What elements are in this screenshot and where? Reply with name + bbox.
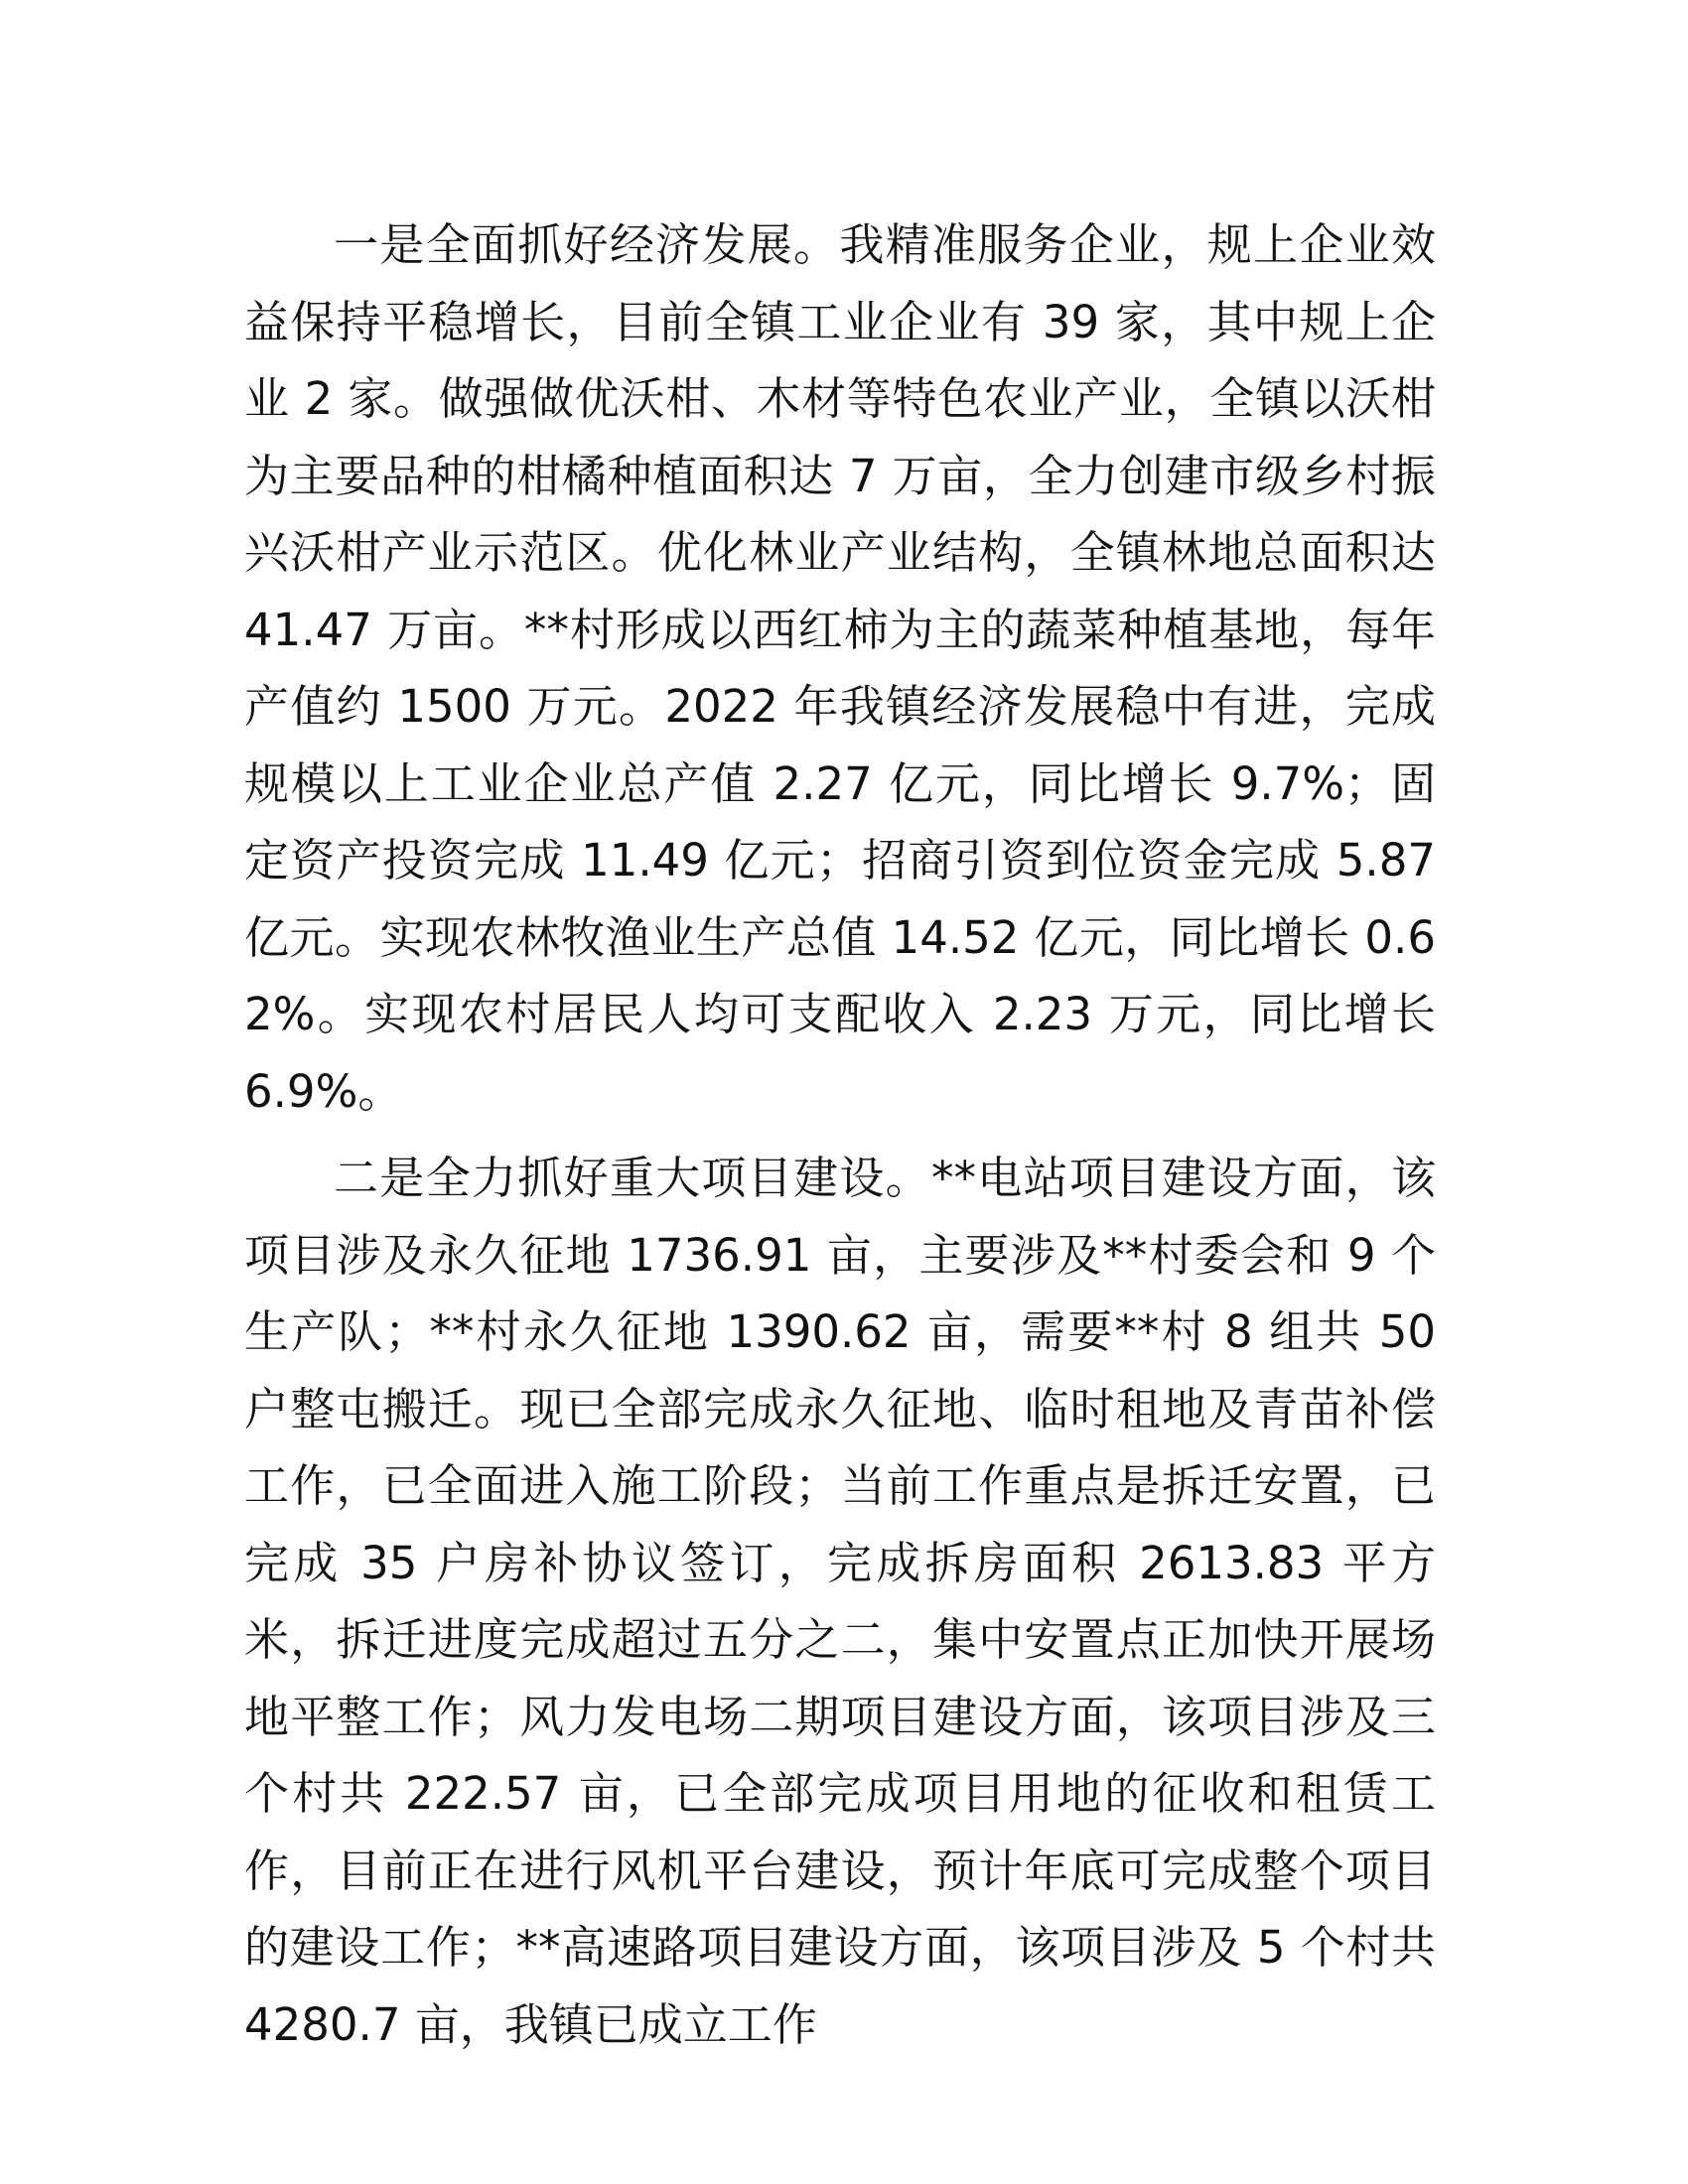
document-body — [244, 206, 1436, 2073]
paragraph-major-projects: 二是全力抓好重大项目建设。**电站项目建设方面，该项目涉及永久征地 1736.91 亩，主要涉及**村委会和 9 个生产队；**村永久征地 1390.62 亩，需要**村 8 组共 50 户整屯搬迁。现已全部完成永久征地、临时租地及青苗补偿工作，已全面进入施工阶段；当前工作重点是拆迁安置，已完成 35 户房补协议签订，完成拆房面积 2613.83 平方米，拆迁进度完成超过五分之二，集中安置点正加快开展场地平整工作；风力发电场二期项目建设方面，该项目涉及三个村共 222.57 亩，已全部完成项目用地的征收和租赁工作，目前正在进行风机平台建设，预计年底可完成整个项目的建设工作；**高速路项目建设方面，该项目涉及 5 个村共 4280.7 亩，我镇已成立工作 — [244, 1152, 1436, 2051]
paragraph-economic-development: 一是全面抓好经济发展。我精准服务企业，规上企业效益保持平稳增长，目前全镇工业企业有 39 家，其中规上企业 2 家。做强做优沃柑、木材等特色农业产业，全镇以沃柑为主要品种的柑橘种植面积达 7 万亩，全力创建市级乡村振兴沃柑产业示范区。优化林业产业结构，全镇林地总面积达 41.47 万亩。**村形成以西红柿为主的蔬菜种植基地，每年产值约 1500 万元。2022 年我镇经济发展稳中有进，完成规模以上工业企业总产值 2.27 亿元，同比增长 9.7%；固定资产投资完成 11.49 亿元；招商引资到位资金完成 5.87 亿元。实现农林牧渔业生产总值 14.52 亿元，同比增长 0.62%。实现农村居民人均可支配收入 2.23 万元，同比增长 6.9%。 — [244, 218, 1436, 1118]
